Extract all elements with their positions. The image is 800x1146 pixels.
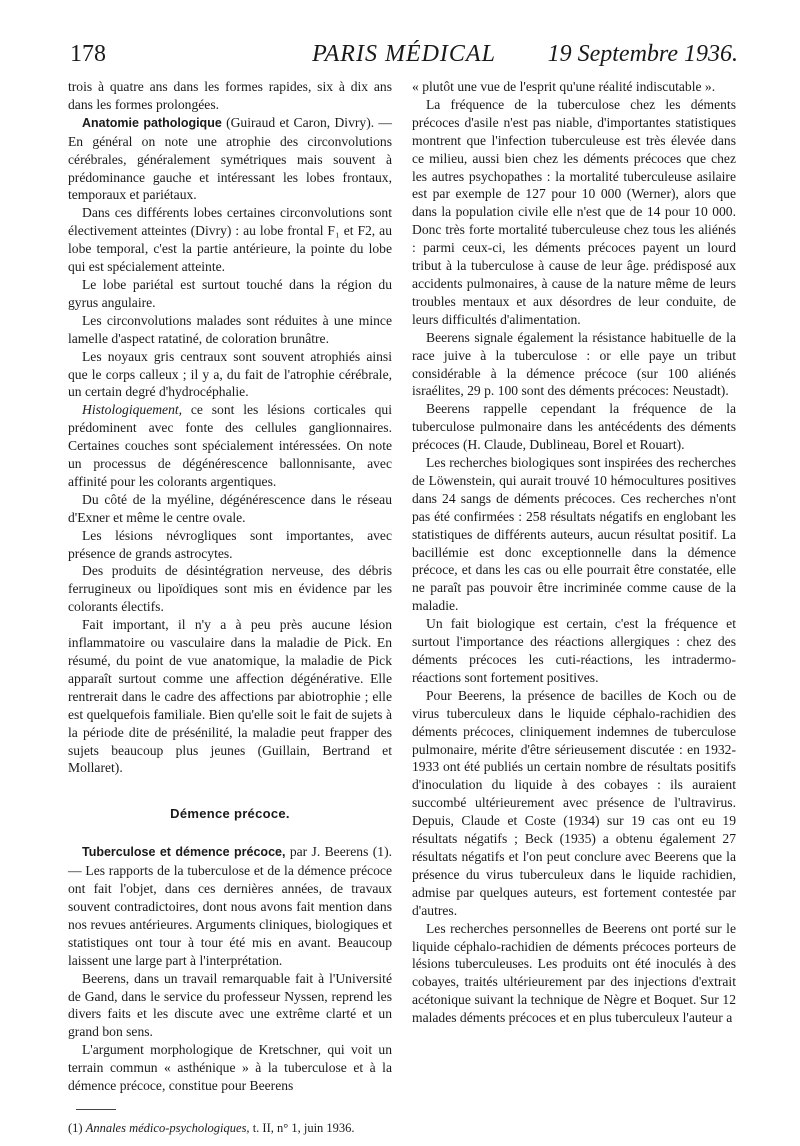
footnote	[68, 1120, 392, 1136]
paragraph: Du côté de la myéline, dégénérescence dans le réseau d'Exner et même le centre ovale.	[68, 491, 392, 525]
paragraph: Les noyaux gris centraux sont souvent atrophiés ainsi que le corps calleux ; il y a, du fait de l'atrophie cérébrale, un certain degré d'hydrocéphalie.	[68, 348, 392, 400]
paragraph	[68, 401, 392, 491]
paragraph: L'argument morphologique de Kretschner, qui voit un terrain commun « asthénique » à la tuberculose et à la démence précoce, constitue pour Beerens	[68, 1042, 392, 1094]
page-number: 178	[70, 41, 106, 67]
paragraph: Le lobe pariétal est surtout touché dans la région du gyrus angulaire.	[68, 276, 392, 310]
journal-title: PARIS MÉDICAL	[312, 41, 496, 67]
left-column	[68, 78, 392, 1136]
paragraph: Un fait biologique est certain, c'est la fréquence et surtout l'importance des réactions allergiques : chez des déments précoces les cuti-réactions, les intradermo-réactions sont fortement positives.	[412, 616, 736, 685]
paragraph: Beerens, dans un travail remarquable fait à l'Université de Gand, dans le service du professeur Nyssen, reprend les divers faits et les discute avec une extrême clarté et un grand bon sens.	[68, 970, 392, 1040]
paragraph: La fréquence de la tuberculose chez les déments précoces d'asile n'est pas niable, d'importantes statistiques montrent que l'infection tuberculeuse est très élevée dans ce milieu, aussi bien chez les déments précoces que chez les autres psychopathes : la mortalité tuberculeuse asilaire est par exemple de 127 pour 10 000 (Werner), alors que dans la population civile elle n'est que de 14 pour 10 000. Donc très forte mortalité tuberculeuse chez tous les aliénés : parmi ceux-ci, les déments précoces payent un lourd tribut à la tuberculose à cause de leur âge. prédisposé aux accidents pulmonaires, à cause de la nature même de leurs troubles mentaux et aux désordres de leur conduite, de leurs difficultés d'alimentation.	[412, 96, 736, 327]
footnote-mark: (1)	[68, 1120, 86, 1135]
section-heading: Démence précoce.	[170, 806, 290, 822]
footnote-source: Annales médico-psychologiques,	[85, 1120, 250, 1135]
footnote-divider	[76, 1109, 116, 1110]
section-lead: Histologiquement,	[82, 402, 183, 418]
paragraph: trois à quatre ans dans les formes rapides, six à dix ans dans les formes prolongées.	[68, 79, 392, 112]
article-title: Tuberculose et démence précoce,	[82, 845, 286, 860]
paragraph: Fait important, il n'y a à peu près aucune lésion inflammatoire ou vasculaire dans la maladie de Pick. En résumé, du point de vue anatomique, la maladie de Pick apparaît surtout comme une affection dégénérative. Elle rentrerait dans le cadre des affections par abiotrophie ; elle est quelquefois familiale. Bien qu'elle soit le fait de sujets à la période dite de présénilité, la maladie peut frapper des sujets beaucoup plus jeunes (Guillain, Bertrand et Mollaret).	[68, 617, 392, 776]
section-lead: Anatomie pathologique	[82, 115, 222, 130]
paragraph: Les recherches personnelles de Beerens ont porté sur le liquide céphalo-rachidien de déments précoces porteurs de lésions tuberculeuses. Les produits ont été inoculés à des cobayes, traités ultérieurement par des injections d'extrait acétonique suivant la technique de Nègre et Boquet. Sur 12 malades déments précoces et en plus tuberculeux l'auteur a	[412, 920, 736, 1026]
paragraph: Les lésions névrogliques sont importantes, avec présence de grands astrocytes.	[68, 527, 392, 561]
paragraph	[68, 114, 392, 205]
paragraph: Des produits de désintégration nerveuse, des débris ferrugineux ou lipoïdiques sont mis en évidence par les colorants électifs.	[68, 563, 392, 615]
paragraph: Les recherches biologiques sont inspirées des recherches de Löwenstein, qui aurait trouvé 10 hémocultures positives dans 24 sangs de déments précoces. Ces recherches n'ont pas été confirmées : 258 résultats négatifs en englobant les statistiques de différents auteurs, aucun résultat positif. La bacillémie est donc exceptionnelle dans la démence précoce, et dans les cas ou elle pourrait être constatée, elle ne paraît pas pouvoir être incriminée comme cause de la maladie.	[412, 455, 736, 614]
paragraph: Pour Beerens, la présence de bacilles de Koch ou de virus tuberculeux dans le liquide céphalo-rachidien des déments précoces, cliniquement indemnes de tuberculose pulmonaire, mérite d'être sérieusement discutée : en 1932-1933 ont été publiés un certain nombre de résultats positifs d'inoculation du liquide à des cobayes : ils auraient succombé ultérieurement avec présence de l'ultravirus. Depuis, Claude et Coste (1934) sur 19 cas ont eu 19 résultats négatifs ; Beck (1935) a obtenu également 27 résultats négatifs et l'on peut conclure avec Beerens que la présence du virus tuberculeux dans le liquide rachidien, admise par quelques auteurs, est fortement contestée par d'autres.	[412, 687, 736, 918]
footnote-details: t. II, n° 1, juin 1936.	[249, 1120, 355, 1135]
page-header	[70, 40, 738, 76]
paragraph-text: ce sont les lésions corticales qui prédominent avec fonte des cellules ganglionnaires. Certaines couches sont spécialement intéressées. On note un processus de dégénérescence ballonnisante, avec affinité pour les colorants argentiques.	[68, 402, 392, 489]
issue-date: 19 Septembre 1936.	[547, 41, 738, 67]
paragraph	[68, 843, 392, 969]
paragraph: Beerens rappelle cependant la fréquence de la tuberculose pulmonaire dans les antécédents des déments précoces (H. Claude, Dublineau, Borel et Rouart).	[412, 401, 736, 453]
paragraph-text: (Guiraud et Caron, Divry). — En général on note une atrophie des circonvolutions cérébrales, généralement symétriques mais souvent à prédominance gauche et intéressant les lobes frontaux, temporaux et pariétaux.	[68, 114, 393, 203]
paragraph: Dans ces différents lobes certaines circonvolutions sont électivement atteintes (Divry) : au lobe frontal F₁ et F2, au lobe temporal, c'est la partie antérieure, la pointe du lobe qui est spécialement atteinte.	[68, 205, 392, 275]
right-column	[412, 78, 736, 1027]
paragraph: « plutôt une vue de l'esprit qu'une réalité indiscutable ».	[412, 79, 716, 94]
paragraph-text: par J. Beerens (1). — Les rapports de la tuberculose et de la démence précoce ont fait l'objet, dans ces dernières années, de travaux souvent contradictoires, dont nous avons fait mention dans nos revues antérieures. Arguments cliniques, biologiques et statistiques ont tour à tour été mis en avant. Beaucoup laissent une large part à l'interprétation.	[68, 844, 392, 968]
paragraph: Beerens signale également la résistance habituelle de la race juive à la tuberculose : or elle paye un tribut considérable à la démence précoce (sur 100 aliénés israélites, 29 p. 100 sont des déments précoces: Neustadt).	[412, 329, 736, 399]
paragraph: Les circonvolutions malades sont réduites à une mince lamelle d'aspect ratatiné, de coloration brunâtre.	[68, 312, 392, 346]
